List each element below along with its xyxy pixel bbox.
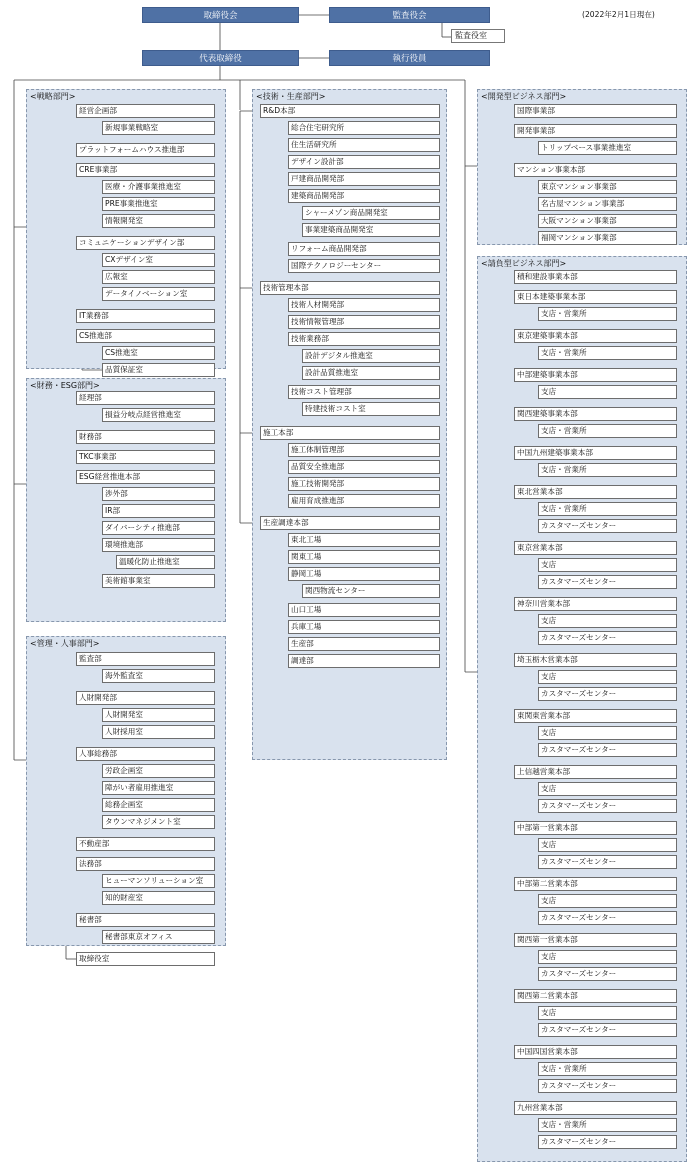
org-unit-box: IT業務部 — [76, 309, 215, 323]
org-unit-box: IR部 — [102, 504, 215, 518]
org-unit-box: 人財開発部 — [76, 691, 215, 705]
org-unit-box: 雇用育成推進部 — [288, 494, 440, 508]
org-unit-box: ESG経営推進本部 — [76, 470, 215, 484]
org-unit-box: 支店・営業所 — [538, 502, 677, 516]
org-unit-box: シャーメゾン商品開発室 — [302, 206, 440, 220]
org-unit-box: プラットフォームハウス推進部 — [76, 143, 215, 157]
org-unit-box: 温暖化防止推進室 — [116, 555, 215, 569]
org-unit-box: 住生活研究所 — [288, 138, 440, 152]
audit-board-box: 監査役会 — [329, 7, 490, 23]
org-unit-box: 人財開発室 — [102, 708, 215, 722]
org-unit-box: 技術業務部 — [288, 332, 440, 346]
org-unit-box: 中部第二営業本部 — [514, 877, 677, 891]
org-unit-box: カスタマーズセンター — [538, 575, 677, 589]
panel-title: <戦略部門> — [30, 92, 76, 101]
org-unit-box: R&D本部 — [260, 104, 440, 118]
panel-title: <技術・生産部門> — [256, 92, 326, 101]
org-unit-box: 国際事業部 — [514, 104, 677, 118]
org-unit-box: 関西建築事業本部 — [514, 407, 677, 421]
org-unit-box: 支店・営業所 — [538, 424, 677, 438]
org-unit-box: TKC事業部 — [76, 450, 215, 464]
audit-office-box: 監査役室 — [451, 29, 505, 43]
org-unit-box: 上信越営業本部 — [514, 765, 677, 779]
org-unit-box: 中部建築事業本部 — [514, 368, 677, 382]
org-unit-box: 建築商品開発部 — [288, 189, 440, 203]
org-unit-box: 技術コスト管理部 — [288, 385, 440, 399]
panel-title: <管理・人事部門> — [30, 639, 100, 648]
org-unit-box: 支店 — [538, 950, 677, 964]
org-unit-box: 東京建築事業本部 — [514, 329, 677, 343]
org-unit-box: 障がい者雇用推進室 — [102, 781, 215, 795]
org-unit-box: 支店 — [538, 894, 677, 908]
org-unit-box: 支店・営業所 — [538, 1118, 677, 1132]
org-unit-box: CS推進部 — [76, 329, 215, 343]
org-unit-box: 東北営業本部 — [514, 485, 677, 499]
org-unit-box: 広報室 — [102, 270, 215, 284]
org-unit-box: 品質保証室 — [102, 363, 215, 377]
panel-title: <開発型ビジネス部門> — [481, 92, 567, 101]
org-unit-box: 渉外部 — [102, 487, 215, 501]
org-unit-box: CS推進室 — [102, 346, 215, 360]
org-unit-box: 人事総務部 — [76, 747, 215, 761]
panel-title: <財務・ESG部門> — [30, 381, 100, 390]
org-unit-box: カスタマーズセンター — [538, 1079, 677, 1093]
org-unit-box: 経理部 — [76, 391, 215, 405]
org-unit-box: 国際テクノロジーセンター — [288, 259, 440, 273]
org-unit-box: カスタマーズセンター — [538, 911, 677, 925]
org-unit-box: 支店・営業所 — [538, 1062, 677, 1076]
org-unit-box: CXデザイン室 — [102, 253, 215, 267]
org-unit-box: 生産調達本部 — [260, 516, 440, 530]
org-unit-box: カスタマーズセンター — [538, 799, 677, 813]
org-unit-box: 新規事業戦略室 — [102, 121, 215, 135]
org-unit-box: 支店・営業所 — [538, 463, 677, 477]
org-unit-box: 総合住宅研究所 — [288, 121, 440, 135]
org-unit-box: 関西第一営業本部 — [514, 933, 677, 947]
org-unit-box: 秘書部 — [76, 913, 215, 927]
org-unit-box: 品質安全推進部 — [288, 460, 440, 474]
org-unit-box: 開発事業部 — [514, 124, 677, 138]
org-unit-box: カスタマーズセンター — [538, 855, 677, 869]
org-unit-box: 支店・営業所 — [538, 346, 677, 360]
org-unit-box: 兵庫工場 — [288, 620, 440, 634]
org-unit-box: 神奈川営業本部 — [514, 597, 677, 611]
org-unit-box: 特建技術コスト室 — [302, 402, 440, 416]
org-unit-box: 九州営業本部 — [514, 1101, 677, 1115]
org-unit-box: 設計デジタル推進室 — [302, 349, 440, 363]
org-unit-box: 秘書部東京オフィス — [102, 930, 215, 944]
president-box: 代表取締役 — [142, 50, 299, 66]
org-unit-box: トリップベース事業推進室 — [538, 141, 677, 155]
org-unit-box: 施工体制管理部 — [288, 443, 440, 457]
org-unit-box: 設計品質推進室 — [302, 366, 440, 380]
org-unit-box: 戸建商品開発部 — [288, 172, 440, 186]
org-unit-box: 中部第一営業本部 — [514, 821, 677, 835]
org-unit-box: 医療・介護事業推進室 — [102, 180, 215, 194]
org-unit-box: 支店 — [538, 782, 677, 796]
org-unit-box: CRE事業部 — [76, 163, 215, 177]
org-unit-box: カスタマーズセンター — [538, 1023, 677, 1037]
org-unit-box: 支店 — [538, 385, 677, 399]
org-unit-box: 東北工場 — [288, 533, 440, 547]
org-unit-box: 監査部 — [76, 652, 215, 666]
org-unit-box: 財務部 — [76, 430, 215, 444]
org-unit-box: 技術情報管理部 — [288, 315, 440, 329]
board-of-directors-box: 取締役会 — [142, 7, 299, 23]
org-unit-box: カスタマーズセンター — [538, 687, 677, 701]
org-unit-box: 美術館事業室 — [102, 574, 215, 588]
org-unit-box: 海外監査室 — [102, 669, 215, 683]
org-unit-box: 積和建設事業本部 — [514, 270, 677, 284]
org-unit-box: 東日本建築事業本部 — [514, 290, 677, 304]
org-unit-box: カスタマーズセンター — [538, 743, 677, 757]
org-unit-box: 埼玉栃木営業本部 — [514, 653, 677, 667]
org-unit-box: 支店 — [538, 1006, 677, 1020]
org-unit-box: カスタマーズセンター — [538, 631, 677, 645]
org-unit-box: 支店 — [538, 670, 677, 684]
org-unit-box: デザイン設計部 — [288, 155, 440, 169]
org-unit-box: 東京営業本部 — [514, 541, 677, 555]
org-unit-box: 環境推進部 — [102, 538, 215, 552]
org-unit-box: 施工本部 — [260, 426, 440, 440]
org-unit-box: 法務部 — [76, 857, 215, 871]
org-unit-box: 総務企画室 — [102, 798, 215, 812]
org-unit-box: 調達部 — [288, 654, 440, 668]
org-unit-box: 山口工場 — [288, 603, 440, 617]
org-unit-box: 中国四国営業本部 — [514, 1045, 677, 1059]
org-unit-box: 技術管理本部 — [260, 281, 440, 295]
date-note: (2022年2月1日現在) — [582, 10, 655, 19]
org-unit-box: ダイバーシティ推進部 — [102, 521, 215, 535]
org-unit-box: 静岡工場 — [288, 567, 440, 581]
org-unit-box: 東京マンション事業部 — [538, 180, 677, 194]
org-unit-box: 福岡マンション事業部 — [538, 231, 677, 245]
org-unit-box: マンション事業本部 — [514, 163, 677, 177]
org-unit-box: 不動産部 — [76, 837, 215, 851]
org-unit-box: 生産部 — [288, 637, 440, 651]
org-unit-box: 名古屋マンション事業部 — [538, 197, 677, 211]
org-unit-box: 知的財産室 — [102, 891, 215, 905]
org-unit-box: 支店・営業所 — [538, 307, 677, 321]
org-unit-box: 支店 — [538, 838, 677, 852]
org-unit-box: カスタマーズセンター — [538, 1135, 677, 1149]
org-unit-box: 情報開発室 — [102, 214, 215, 228]
org-unit-box: コミュニケーションデザイン部 — [76, 236, 215, 250]
org-unit-box: 施工技術開発部 — [288, 477, 440, 491]
org-unit-box: 支店 — [538, 558, 677, 572]
org-unit-box: 中国九州建築事業本部 — [514, 446, 677, 460]
org-unit-box: 取締役室 — [76, 952, 215, 966]
org-unit-box: 関西第二営業本部 — [514, 989, 677, 1003]
org-unit-box: 経営企画部 — [76, 104, 215, 118]
org-unit-box: タウンマネジメント室 — [102, 815, 215, 829]
org-unit-box: カスタマーズセンター — [538, 519, 677, 533]
org-unit-box: カスタマーズセンター — [538, 967, 677, 981]
org-unit-box: 支店 — [538, 614, 677, 628]
org-unit-box: 支店 — [538, 726, 677, 740]
org-unit-box: 関西物流センター — [302, 584, 440, 598]
org-unit-box: 東関東営業本部 — [514, 709, 677, 723]
org-unit-box: リフォーム商品開発部 — [288, 242, 440, 256]
org-unit-box: PRE事業推進室 — [102, 197, 215, 211]
org-unit-box: 大阪マンション事業部 — [538, 214, 677, 228]
org-unit-box: 事業建築商品開発室 — [302, 223, 440, 237]
executive-officers-box: 執行役員 — [329, 50, 490, 66]
org-unit-box: ヒューマンソリューション室 — [102, 874, 215, 888]
org-unit-box: 技術人材開発部 — [288, 298, 440, 312]
org-unit-box: 損益分岐点経営推進室 — [102, 408, 215, 422]
panel-title: <請負型ビジネス部門> — [481, 259, 567, 268]
org-unit-box: 関東工場 — [288, 550, 440, 564]
org-unit-box: データイノベーション室 — [102, 287, 215, 301]
org-unit-box: 人財採用室 — [102, 725, 215, 739]
org-unit-box: 労政企画室 — [102, 764, 215, 778]
